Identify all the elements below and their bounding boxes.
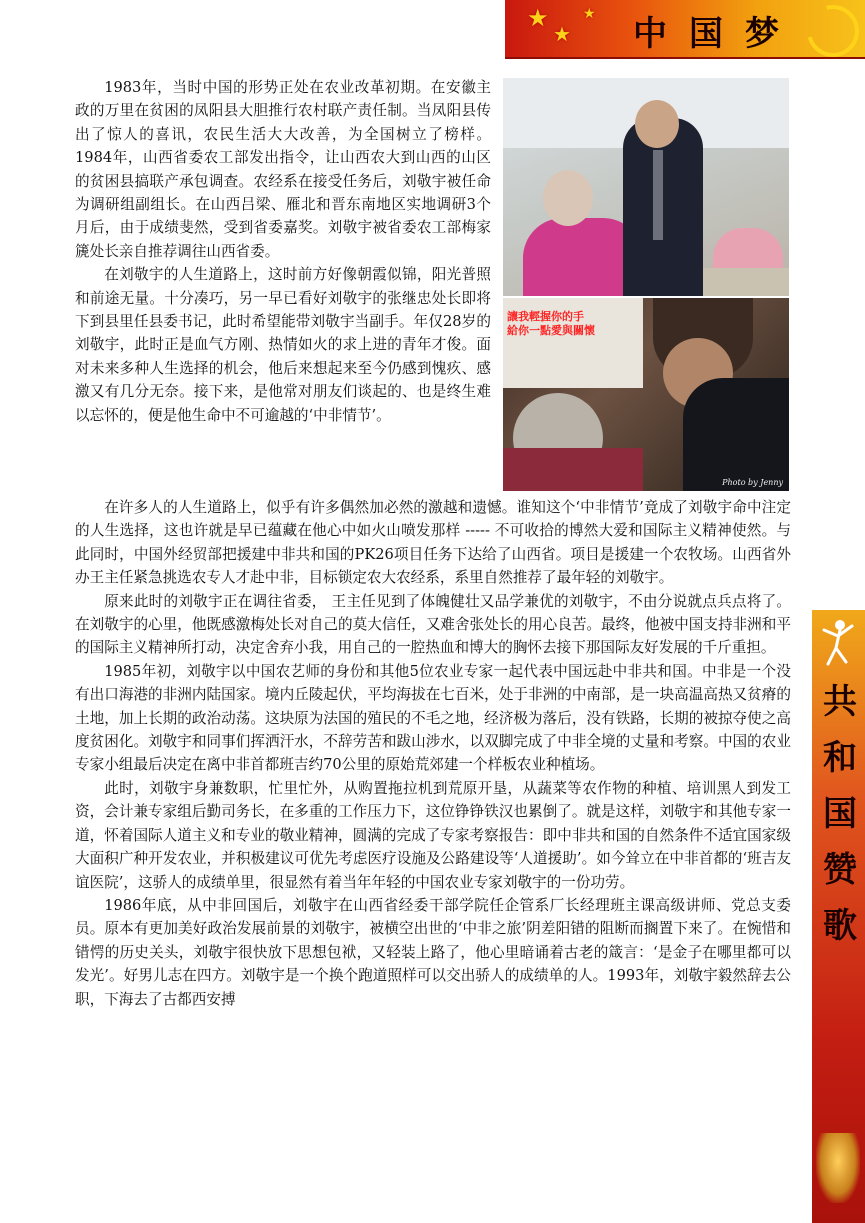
- title-char: 和: [823, 738, 857, 778]
- title-char: 国: [823, 794, 857, 834]
- side-banner-title: [820, 674, 860, 954]
- photo-caption: [507, 310, 595, 338]
- side-banner: [812, 610, 865, 1223]
- paragraph: 在刘敬宇的人生道路上，这时前方好像朝霞似锦，阳光普照和前途无量。十分凑巧，另一早已看好刘敬宇的张继忠处长即将下到县里任县委书记，此时希望能带刘敬宇当副手。年仅28岁的刘敬宇，此时正是血气方刚、热情如火的求上进的青年才俊。面对未来多种人生选择的机会，他后来想起来至今仍感到愧疚、感激又有几分无奈。接下来，是他常对朋友们谈起的、也是终生难以忘怀的，便是他生命中不可逾越的‘中非情节’。: [75, 266, 491, 424]
- star-icon: ★: [583, 6, 596, 22]
- star-icon: ★: [527, 4, 549, 32]
- star-icon: ★: [553, 22, 571, 46]
- photo-credit: Photo by Jenny: [722, 478, 783, 487]
- intro-text: [75, 76, 491, 427]
- title-char: 歌: [823, 906, 857, 946]
- header-banner: [505, 0, 865, 59]
- photo-visit-elderly: [503, 78, 789, 296]
- paragraph: 此时，刘敬宇身兼数职，忙里忙外，从购置拖拉机到荒原开垦，从蔬菜等农作物的种植、培训黑人到发工资，会计兼专家组后勤司务长，在多重的工作压力下，这位铮铮铁汉也累倒了。就是这样，刘敬宇和其他专家一道，怀着国际人道主义和专业的敬业精神，圆满的完成了专家考察报告：即中非共和国的自然条件不适宜国家级大面积广种开发农业，并积极建议可优先考虑医疗设施及公路建设等‘人道援助’。如今耸立在中非首都的‘班吉友谊医院’，这骄人的成绩单里，很显然有着当年年轻的中国农业专家刘敬宇的一份功劳。: [75, 779, 791, 891]
- photo-comforting-elderly: [503, 298, 789, 491]
- paragraph: 1986年底，从中非回国后，刘敬宇在山西省经委干部学院任企管系厂长经理班主课高级讲师、党总支委员。原本有更加美好政治发展前景的刘敬宇，被横空出世的‘中非之旅’阴差阳错的阻断而搁置下来了。在惋惜和错愕的历史关头，刘敬宇很快放下思想包袱，又轻装上路了，他心里暗诵着古老的箴言：‘是金子在哪里都可以发光’。好男儿志在四方。刘敬宇是一个换个跑道照样可以交出骄人的成绩单的人。1993年，刘敬宇毅然辞去公职，下海去了古都西安搏: [75, 896, 791, 1008]
- dancer-icon: [820, 618, 856, 668]
- paragraph: 在许多人的人生道路上，似乎有许多偶然加必然的激越和遗憾。谁知这个‘中非情节’竟成了刘敬宇命中注定的人生选择，这也许就是早已蕴藏在他心中如火山喷发那样 ----- 不可收拾的博然大爱和国际主义精神使然。与此同时，中国外经贸部把援建中非共和国的PK26项目任务下达给了山西省。项目是援建一个农牧场。山西省外办王主任紧急挑选农专人才赴中非，目标锁定农大农经系，系里自然推荐了最年轻的刘敬宇。: [75, 499, 791, 587]
- paragraph: 1983年，当时中国的形势正处在农业改革初期。在安徽主政的万里在贫困的凤阳县大胆推行农村联产责任制。当凤阳县传出了惊人的喜讯，农民生活大大改善，为全国树立了榜样。1984年，山西省委农工部发出指令，让山西农大到山西的山区的贫困县搞联产承包调查。农经系在接受任务后，刘敬宇被任命为调研组副组长。在山西吕梁、雁北和晋东南地区实地调研3个月后，由于成绩斐然，受到省委嘉奖。刘敬宇被省委农工部梅家篪处长亲自推荐调往山西省委。: [75, 79, 491, 260]
- banner-title: 中国梦: [633, 14, 801, 54]
- paragraph: 原来此时的刘敬宇正在调往省委， 王主任见到了体魄健壮又品学兼优的刘敬宇，不由分说就点兵点将了。在刘敬宇的心里，他既感激梅处长对自己的莫大信任，又难舍张处长的用心良苦。最终，他被中国支持非洲和平的国际主义精神所打动，决定舍弃小我，用自己的一腔热血和博大的胸怀去接下那国际友好发展的千斤重担。: [75, 592, 791, 657]
- lion-statue-icon: [816, 1133, 860, 1203]
- hammer-sickle-icon: [797, 0, 865, 59]
- body-text: [75, 496, 791, 1011]
- caption-line: 讓我輕握你的手: [507, 310, 584, 323]
- title-char: 赞: [823, 850, 857, 890]
- title-char: 共: [823, 682, 857, 722]
- caption-line: 給你一點愛與關懷: [507, 324, 595, 337]
- paragraph: 1985年初，刘敬宇以中国农艺师的身份和其他5位农业专家一起代表中国远赴中非共和国。中非是一个没有出口海港的非洲内陆国家。境内丘陵起伏，平均海拔在七百米，处于非洲的中南部，是一块高温高热又贫瘠的土地，加上长期的政治动荡。这块原为法国的殖民的不毛之地，经济极为落后，没有铁路，长期的被掠夺使之高度贫困化。刘敬宇和同事们挥洒汗水，不辞劳苦和跋山涉水，以双脚完成了中非全境的丈量和考察。中国的农业专家小组最后决定在离中非首都班吉约70公里的原始荒郊建一个样板农业种植场。: [75, 662, 791, 774]
